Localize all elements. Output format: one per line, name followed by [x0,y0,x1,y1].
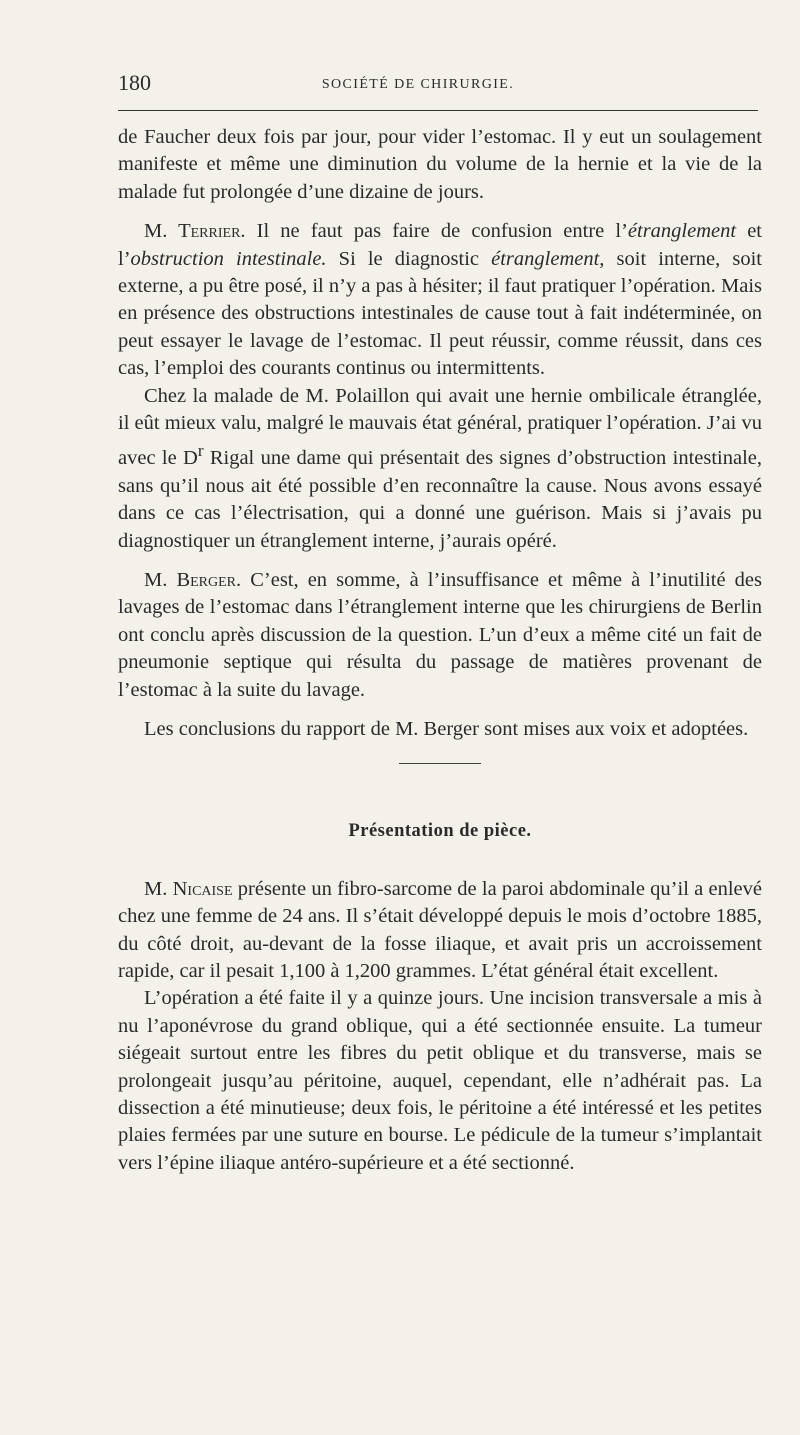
speaker-berger: M. Berger. [144,568,242,591]
paragraph-2 [118,218,762,382]
paragraph-5: Les conclusions du rapport de M. Berger sont mises aux voix et adoptées. [144,717,749,740]
term-etranglement-2: étranglement, [491,247,605,270]
section-divider [399,763,481,764]
term-etranglement: étranglement [627,220,737,243]
term-obstruction: obstruction intestinale. [130,247,327,270]
paragraph-7: L’opération a été faite il y a quinze jours. Une incision transversale a mis à nu l’aponévrose du grand oblique, qui a été sectionnée ensuite. La tumeur siégeait surtout entre les fibres du petit oblique et du transverse, mais se prolongeait jusqu’au péritoine, auquel, cependant, elle n’adhérait pas. La dissection a été minutieuse; deux fois, le péritoine a été intéressé et les petites plaies fermées par une suture en bourse. Le pédicule de la tumeur s’implantait vers l’épine iliaque antéro-supérieure et a été sectionné. [118,987,762,1174]
speaker-terrier: M. Terrier. [144,220,246,243]
paragraph-2-text-a: Il ne faut pas faire de confusion entre l’ [245,220,628,243]
paragraph-1: de Faucher deux fois par jour, pour vider l’estomac. Il y eut un soulagement manifeste et même une diminution du volume de la hernie et la vie de la malade fut prolongée d’une dizaine de jours. [118,126,762,203]
paragraph-4-text: C’est, en somme, à l’insuffisance et même à l’inutilité des lavages de l’estomac dans l’étranglement interne que les chirurgiens de Berlin ont conclu après discussion de la question. L’un d’eux a même cité un fait de pneumonie septique qui résulta du passage de matières provenant de l’estomac à la suite du lavage. [118,568,762,701]
paragraph-6 [118,876,762,986]
section-title: Présentation de pièce. [348,821,532,842]
running-title: SOCIÉTÉ DE CHIRURGIE. [321,77,515,92]
page-number: 180 [118,70,151,95]
paragraph-4 [118,567,762,704]
header-rule [118,110,758,111]
paragraph-3-text-b: Rigal une dame qui présentait des signes d’obstruction intestinale, sans qu’il nous ait été possible d’en reconnaître la cause. Nous avons essayé dans ce cas l’électrisation, qui a donné une guérison. Mais si j’avais pu diagnostiquer un étranglement interne, j’aurais opéré. [118,447,762,552]
speaker-nicaise: M. Nicaise [144,877,233,900]
paragraph-2-text-c: Si le diagnostic [326,247,492,270]
paragraph-3-text-a: Chez la malade de M. Polaillon qui avait une hernie ombilicale étranglée, il eût mieux valu, malgré le mauvais état général, pratiquer l’opération. J’ai vu avec le D [118,384,762,470]
paragraph-3 [118,383,762,555]
paragraph-2-text-b: et l’ [118,220,762,270]
page-header [118,70,758,104]
doctor-superscript: r [197,441,204,461]
body-text [118,124,762,1177]
paragraph-2-text-d: soit interne, soit externe, a pu être posé, il n’y a pas à hésiter; il faut pratiquer l’opération. Mais en présence des obstructions intestinales de cause tout à fait indéterminée, on peut essayer le lavage de l’estomac. Il peut réussir, comme réussit, dans ces cas, l’emploi des courants continus ou intermittents. [118,247,763,380]
paragraph-6-text: présente un fibro-sarcome de la paroi abdominale qu’il a enlevé chez une femme de 24 ans. Il s’était développé depuis le mois d’octobre 1885, du côté droit, au-devant de la fosse iliaque, et avait pris un accroissement rapide, car il pesait 1,100 à 1,200 grammes. L’état général était excellent. [118,877,762,982]
